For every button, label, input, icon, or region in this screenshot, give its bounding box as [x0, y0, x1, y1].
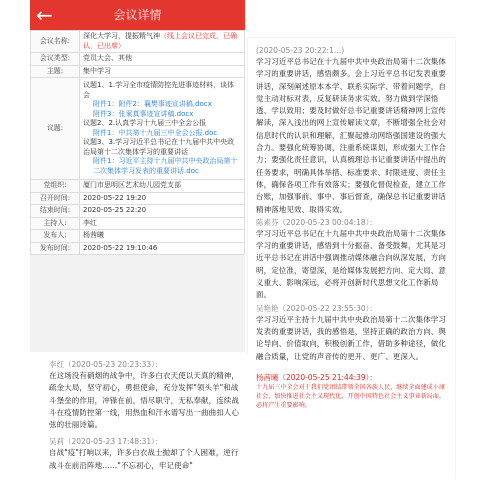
comment-item [45, 431, 250, 472]
field-label: 会议类型: [31, 53, 80, 66]
comment-text: 自战"疫"打响以来，许多白衣战士抛却了个人困难，逆行战斗在前沿阵地……"不忘初心，牢记使命" [49, 448, 239, 470]
comment-timestamp: 吴艳艳（2020-05-22 23:55:30）： [256, 303, 377, 313]
comment-timestamp: (2020-05-23 20:22:1…) [256, 46, 345, 55]
comments-panel-left [45, 354, 250, 480]
page-title: 会议详情 [113, 8, 162, 22]
comment-text: 十九届三中全会对于我们党团结带领全国各族人民，继续全面建成小康社会，加快推进社会主义现代化，开创中国特色社会主义事业新局面，必将产生重要影响。 [256, 383, 446, 409]
comment-timestamp: 陈素芬（2020-05-23 00:04:18）： [256, 217, 377, 227]
comment-text: 学习习近平总书记在十九届中共中央政治局第十二次集体学习的重要讲话，感悟到十分振奋、备受鼓舞，尤其是习近平总书记在讲话中强调推动媒体融合向纵深发展，方向明，定位准，寄望深，是给媒体发展把方向、定大局、意义重大、影响深远，必将开创新时代思想文化工作新局面。 [256, 228, 446, 300]
comment-item [248, 373, 455, 410]
table-row [31, 31, 245, 53]
meeting-type-value: 党员大会、其他 [80, 53, 245, 66]
field-label: 主持人: [31, 217, 80, 230]
meeting-name [80, 31, 245, 53]
topic-text: 议题3、3.学习习近平总书记在十九届中共中央政治局第十二次集体学习的重要讲话 [83, 138, 235, 156]
meeting-status-note: （线上会议已完成，已确认，已出席） [83, 32, 237, 50]
comment-timestamp: 李红（2020-05-23 20:23:33）： [49, 360, 163, 369]
meeting-topics [80, 78, 245, 180]
meeting-detail-panel [30, 0, 245, 352]
table-row [31, 53, 245, 66]
field-label: 会议名称: [31, 31, 80, 53]
attachment-link[interactable]: 附件1：附件2：襄樊事迹宣讲稿.docx [93, 100, 212, 108]
meeting-name-value: 深化大学习，提振精气神 [83, 32, 160, 40]
table-row [31, 205, 245, 218]
table-row [31, 230, 245, 243]
comment-item [248, 218, 455, 302]
field-label: 主题: [31, 65, 80, 78]
table-row [31, 65, 245, 78]
comment-item [248, 46, 455, 216]
host-value: 李红 [80, 217, 245, 230]
publisher-value: 杨茜曦 [80, 230, 245, 243]
meeting-info-table [30, 30, 245, 255]
field-label: 党组织: [31, 180, 80, 193]
comment-item [248, 304, 455, 363]
meeting-theme-value: 集中学习 [80, 65, 245, 78]
comment-text: 学习习近平总书记在十九届中共中央政治局第十二次集体学习的重要讲话，感悟颇多。会上习近平总书记发表重要讲话，深刻阐述原本本学、联系实际学、带着问题学，自觉主动对标对表，反复研读务求实效。努力做到学深悟透、学以致用；要及时做好总书记重要讲话精神网上宣传解读，深入浅出的网上宣传解读文章，不断增强全社会对信息时代的认识和理解，汇聚起推动网络强国建设的强大合力。要强化统筹协调，注重系统谋划，形成强大工作合力；要强化责任意识，认真梳理总书记重要讲话中提出的任务要求，明确具体举措、标准要求、时限进度、责任主体，确保各项工作有效落实；要强化督促检查，建立工作台账，加强事前、事中、事后督查，确保总书记重要讲话精神落地见效、取得实效。 [256, 57, 446, 214]
topic-text: 议题1、1.学习全市疫情防控先进事迹材料，谈体会 [83, 81, 235, 99]
field-label: 发布时间: [31, 242, 80, 255]
table-row [31, 78, 245, 180]
table-row [31, 242, 245, 255]
end-time-value: 2020-05-25 22:20 [80, 205, 245, 218]
attachment-link[interactable]: 附件3：张案真事迹宣讲稿.docx [93, 109, 194, 118]
table-row [31, 192, 245, 205]
comment-item [45, 354, 250, 431]
comment-text: 学习习近平主持十九届中共中央政治局第十二次集体学习发表的重要讲话，我的感悟是，坚持正确的政治方向、舆论导向、价值取向，积极创新工作，借助多种途径，做化融合质量，让党的声音传的更开、更广、更深入。 [256, 314, 446, 361]
comment-text: 在这场没有硝烟的战争中，许多白衣天使以天真的精神，疏金大局，坚守初心，勇担使命，充分发挥"领头羊"和战斗堡垒的作用，冲锋在前，悟尽职守，无私奉献，连续战斗在疫情防控第一线，用热血和汗水谱写出一曲曲扣人心弦的壮丽诗篇。 [49, 371, 239, 430]
field-label: 结束时间: [31, 205, 80, 218]
comments-panel-right [248, 38, 455, 480]
topic-text: 议题2、2.认真学习十九届三中全会公报 [83, 119, 207, 127]
table-row [31, 217, 245, 230]
table-row [31, 180, 245, 193]
field-label: 召开时间: [31, 192, 80, 205]
start-time-value: 2020-05-22 19:20 [80, 192, 245, 205]
field-label: 议题: [31, 78, 80, 180]
comment-timestamp: 杨茜曦（2020-05-25 21:44:39）： [256, 372, 377, 382]
field-label: 发布人: [31, 230, 80, 243]
party-org-value: 厦门市思明区艺术幼儿园党支部 [80, 180, 245, 193]
attachment-link[interactable]: 附件1：中共第十九届三中全会公报.doc [93, 128, 218, 137]
comment-timestamp: 吴莉（2020-05-23 17:48:31）： [49, 437, 163, 447]
attachment-link[interactable]: 附件1：习近平主持十九届中共中央政治局第十二次集体学习发表的重要讲话.doc [93, 157, 238, 175]
top-bar [30, 0, 245, 30]
publish-time-value: 2020-05-22 19:10:46 [80, 242, 245, 255]
back-arrow-icon[interactable]: ← [36, 3, 53, 27]
